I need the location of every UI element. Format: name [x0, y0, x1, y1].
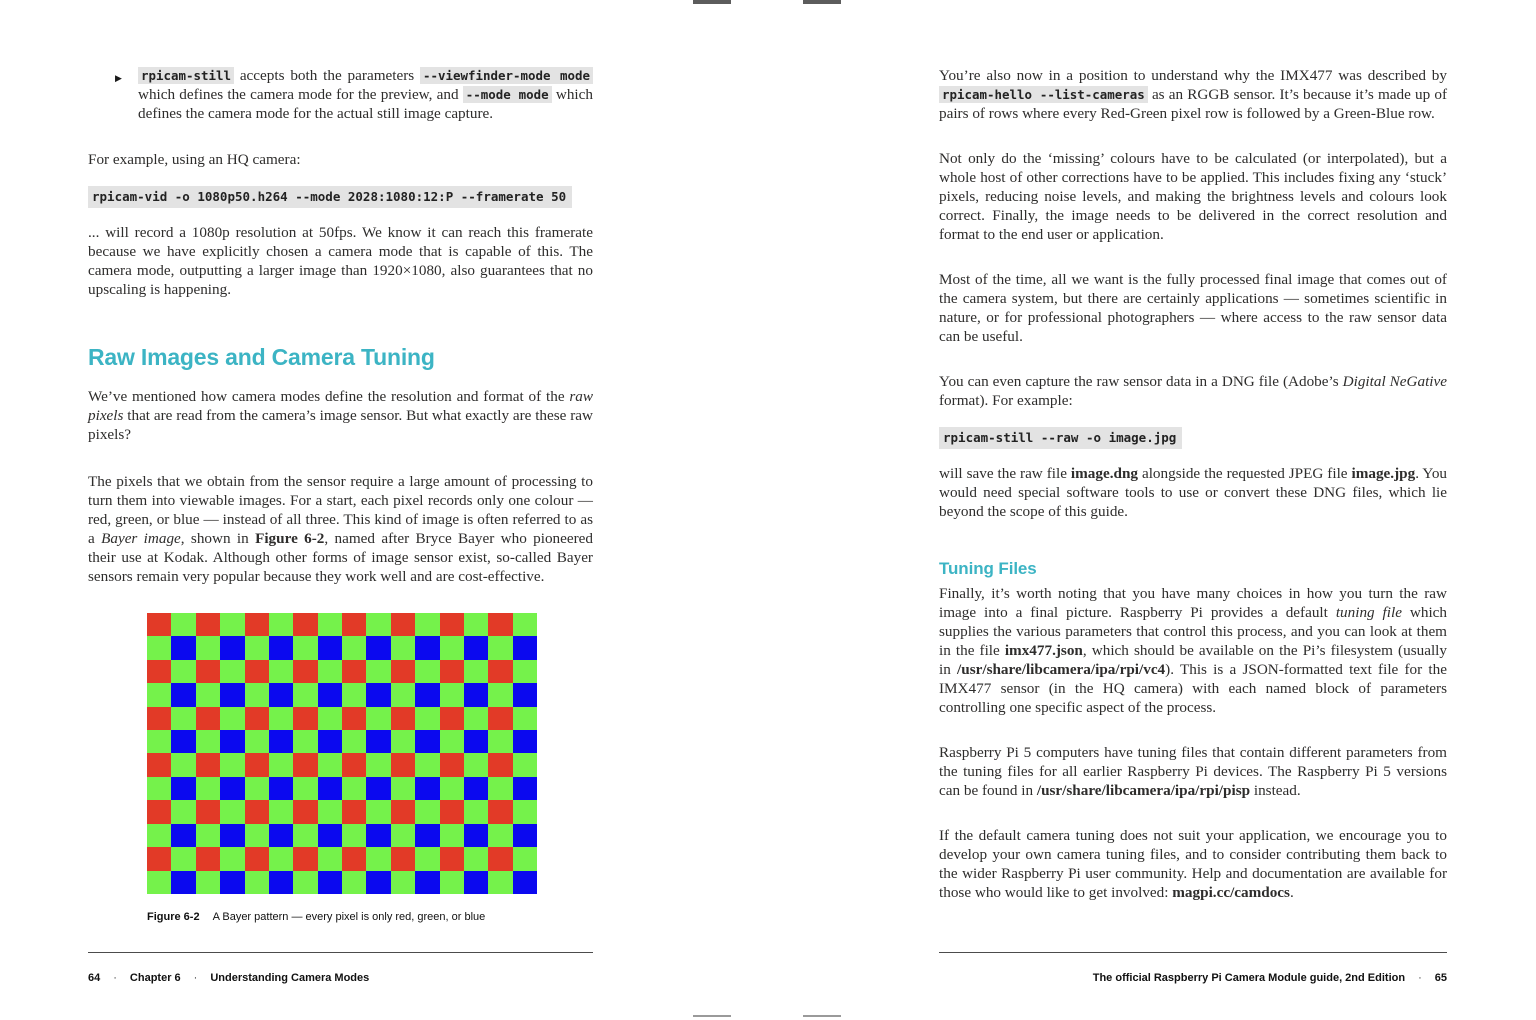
bayer-cell [342, 800, 366, 823]
bayer-cell [147, 707, 171, 730]
bayer-cell [415, 753, 439, 776]
bayer-cell [318, 730, 342, 753]
bayer-cell [196, 730, 220, 753]
bayer-cell [318, 613, 342, 636]
bayer-cell [366, 613, 390, 636]
bayer-cell [488, 613, 512, 636]
bayer-cell [342, 730, 366, 753]
bayer-cell [440, 847, 464, 870]
bayer-cell [440, 871, 464, 894]
bayer-cell [366, 707, 390, 730]
bayer-cell [342, 683, 366, 706]
bayer-cell [147, 613, 171, 636]
page-number: 65 [1434, 972, 1447, 984]
bayer-cell [171, 871, 195, 894]
bayer-cell [366, 800, 390, 823]
bayer-cell [415, 660, 439, 683]
paragraph-example-intro: For example, using an HQ camera: [88, 151, 301, 168]
bayer-cell [171, 824, 195, 847]
bayer-cell [464, 847, 488, 870]
bayer-cell [342, 777, 366, 800]
bayer-cell [440, 660, 464, 683]
registration-mark-top-left [693, 0, 731, 4]
bayer-cell [391, 753, 415, 776]
bayer-cell [464, 613, 488, 636]
bayer-cell [513, 824, 537, 847]
bayer-cell [391, 730, 415, 753]
paragraph-missing-colours: Not only do the ‘missing’ colours have to be calculated (or interpolated), but a whole host of other corrections have to be applied. This includes fixing any ‘stuck’ pixels, reducing noise levels, and making the brightness levels and colours look correct. Finally, the image needs to be delivered in the correct resolution and format to the end user or application. [939, 150, 1447, 243]
bayer-cell [318, 707, 342, 730]
bayer-cell [171, 753, 195, 776]
bayer-cell [245, 613, 269, 636]
footer-chapter: Chapter 6 [129, 972, 181, 984]
bayer-cell [147, 753, 171, 776]
bayer-cell [342, 753, 366, 776]
bayer-cell [464, 753, 488, 776]
bayer-pattern-figure [147, 613, 537, 894]
page-number: 64 [88, 972, 101, 984]
bayer-cell [269, 707, 293, 730]
bayer-cell [220, 660, 244, 683]
bayer-cell [513, 730, 537, 753]
bayer-cell [513, 871, 537, 894]
bayer-cell [269, 636, 293, 659]
bayer-cell [318, 800, 342, 823]
bayer-cell [245, 730, 269, 753]
bayer-cell [513, 847, 537, 870]
bayer-cell [366, 753, 390, 776]
bayer-cell [391, 683, 415, 706]
paragraph-weve-mentioned: We’ve mentioned how camera modes define the resolution and format of the raw pixels that are read from the camera’s image sensor. But what exactly are these raw pixels? [88, 388, 593, 443]
bayer-cell [220, 847, 244, 870]
bayer-cell [220, 777, 244, 800]
bayer-cell [171, 613, 195, 636]
bayer-cell [391, 660, 415, 683]
bayer-cell [488, 777, 512, 800]
bayer-cell [391, 847, 415, 870]
bayer-cell [440, 730, 464, 753]
bayer-cell [147, 636, 171, 659]
right-page [939, 0, 1447, 1020]
bayer-cell [318, 824, 342, 847]
bayer-cell [245, 753, 269, 776]
bayer-cell [415, 636, 439, 659]
bayer-cell [488, 753, 512, 776]
paragraph-dng-capture: You can even capture the raw sensor data in a DNG file (Adobe’s Digital NeGative format). For example: [939, 373, 1447, 409]
paragraph-pi5-tuning: Raspberry Pi 5 computers have tuning files that contain different parameters from the tuning files for all earlier Raspberry Pi devices. The Raspberry Pi 5 versions can be found in /usr/share/libcamera/ipa/rpi/pisp instead. [939, 744, 1447, 799]
bayer-cell [464, 707, 488, 730]
bayer-cell [171, 636, 195, 659]
bayer-cell [342, 660, 366, 683]
bayer-cell [366, 777, 390, 800]
bayer-cell [318, 753, 342, 776]
bayer-cell [196, 707, 220, 730]
paragraph-will-save: will save the raw file image.dng alongside the requested JPEG file image.jpg. You would need special software tools to use or convert these DNG files, which lie beyond the scope of this guide. [939, 465, 1448, 520]
bayer-cell [269, 824, 293, 847]
bayer-cell [196, 683, 220, 706]
bayer-cell [391, 800, 415, 823]
bayer-cell [318, 777, 342, 800]
bayer-cell [513, 613, 537, 636]
bayer-cell [269, 847, 293, 870]
bayer-cell [245, 707, 269, 730]
bayer-cell [488, 847, 512, 870]
bayer-cell [269, 800, 293, 823]
bayer-cell [488, 636, 512, 659]
bayer-cell [220, 730, 244, 753]
bayer-cell [196, 871, 220, 894]
footer-separator: · [113, 972, 117, 984]
code-block-rpicam-vid [88, 169, 593, 208]
bayer-cell [366, 847, 390, 870]
bayer-cell [245, 660, 269, 683]
bayer-cell [415, 730, 439, 753]
bayer-cell [245, 824, 269, 847]
registration-mark-bottom-left [693, 1015, 731, 1017]
bayer-cell [293, 683, 317, 706]
bayer-cell [147, 847, 171, 870]
bayer-cell [366, 824, 390, 847]
bayer-cell [147, 730, 171, 753]
bayer-cell [513, 660, 537, 683]
bayer-cell [245, 683, 269, 706]
bayer-cell [147, 777, 171, 800]
bayer-cell [196, 777, 220, 800]
bayer-cell [366, 683, 390, 706]
bayer-cell [147, 824, 171, 847]
bayer-cell [391, 871, 415, 894]
paragraph-imx477: You’re also now in a position to understand why the IMX477 was described by rpicam-hello --list-cameras as an RGGB sensor. It’s because it’s made up of pairs of rows where every Red-Green pixel row is followed by a Green-Blue row. [939, 67, 1447, 122]
bayer-cell [318, 660, 342, 683]
bayer-cell [513, 777, 537, 800]
bayer-cell [171, 660, 195, 683]
bayer-cell [415, 777, 439, 800]
bayer-cell [391, 636, 415, 659]
bayer-cell [196, 753, 220, 776]
bayer-cell [440, 800, 464, 823]
bayer-cell [391, 777, 415, 800]
bayer-cell [440, 753, 464, 776]
bayer-cell [220, 800, 244, 823]
bayer-cell [220, 707, 244, 730]
bayer-cell [342, 636, 366, 659]
bayer-cell [220, 824, 244, 847]
bayer-cell [196, 847, 220, 870]
bayer-cell [220, 683, 244, 706]
bayer-cell [440, 824, 464, 847]
bayer-cell [293, 871, 317, 894]
bayer-cell [488, 824, 512, 847]
bayer-cell [366, 871, 390, 894]
left-page-footer [88, 952, 593, 984]
left-page [88, 0, 593, 1020]
bayer-cell [415, 800, 439, 823]
bayer-cell [196, 800, 220, 823]
bayer-cell [147, 683, 171, 706]
bayer-cell [171, 683, 195, 706]
bayer-cell [269, 753, 293, 776]
bayer-cell [269, 660, 293, 683]
bayer-cell [293, 730, 317, 753]
bayer-cell [245, 847, 269, 870]
bayer-cell [196, 613, 220, 636]
bayer-cell [269, 730, 293, 753]
bayer-cell [513, 636, 537, 659]
bayer-cell [245, 871, 269, 894]
bayer-cell [342, 707, 366, 730]
paragraph-default-tuning: If the default camera tuning does not suit your application, we encourage you to develop your own camera tuning files, and to consider contributing them back to the wider Raspberry Pi user community. Help and documentation are available for those who would like to get involved: magpi.cc/camdocs. [939, 827, 1447, 901]
bayer-cell [488, 660, 512, 683]
bayer-cell [293, 777, 317, 800]
bayer-cell [513, 800, 537, 823]
bayer-cell [293, 707, 317, 730]
bayer-cell [415, 683, 439, 706]
bayer-cell [196, 660, 220, 683]
figure-caption-label: Figure 6-2 [147, 911, 200, 923]
bayer-cell [488, 707, 512, 730]
bayer-cell [391, 824, 415, 847]
bayer-cell [245, 636, 269, 659]
footer-section-title: Understanding Camera Modes [210, 972, 370, 984]
bayer-cell [488, 730, 512, 753]
bayer-cell [147, 660, 171, 683]
code-block-rpicam-still [939, 410, 1447, 449]
bayer-cell [415, 824, 439, 847]
bayer-cell [196, 824, 220, 847]
bayer-cell [220, 871, 244, 894]
bayer-cell [318, 847, 342, 870]
bayer-cell [391, 707, 415, 730]
code-text: rpicam-still --raw -o image.jpg [939, 427, 1182, 449]
registration-mark-top-right [803, 0, 841, 4]
footer-separator: · [1418, 972, 1422, 984]
bayer-cell [366, 660, 390, 683]
bayer-cell [220, 753, 244, 776]
bayer-cell [415, 707, 439, 730]
bayer-cell [464, 824, 488, 847]
right-page-footer [939, 952, 1447, 984]
bayer-cell [415, 613, 439, 636]
bullet-item-text: rpicam-still accepts both the parameters --viewfinder-mode mode which defines the camera mode for the preview, and --mode mode which defines the camera mode for the actual still image capture. [138, 67, 593, 122]
bayer-cell [171, 777, 195, 800]
bayer-cell [147, 800, 171, 823]
bayer-cell [171, 730, 195, 753]
bayer-cell [269, 683, 293, 706]
bayer-cell [293, 824, 317, 847]
bayer-cell [342, 847, 366, 870]
bayer-cell [147, 871, 171, 894]
bayer-cell [464, 871, 488, 894]
bayer-cell [220, 636, 244, 659]
bayer-cell [269, 613, 293, 636]
code-text: rpicam-vid -o 1080p50.h264 --mode 2028:1080:12:P --framerate 50 [88, 186, 572, 208]
bayer-cell [440, 707, 464, 730]
paragraph-most-of-the-time: Most of the time, all we want is the fully processed final image that comes out of the camera system, but there are certainly applications — sometimes scientific in nature, or for professional photographers — where access to the raw sensor data can be useful. [939, 271, 1447, 345]
paragraph-the-pixels: The pixels that we obtain from the sensor require a large amount of processing to turn them into viewable images. For a start, each pixel records only one colour — red, green, or blue — instead of all three. This kind of image is often referred to as a Bayer image, shown in Figure 6-2, named after Bryce Bayer who pioneered their use at Kodak. Although other forms of image sensor exist, so-called Bayer sensors remain very popular because they work well and are cost-effective. [88, 473, 594, 585]
bayer-cell [220, 613, 244, 636]
bayer-cell [342, 871, 366, 894]
bayer-cell [171, 847, 195, 870]
figure-caption [147, 911, 593, 923]
registration-mark-bottom-right [803, 1015, 841, 1017]
bayer-cell [440, 636, 464, 659]
bayer-cell [342, 613, 366, 636]
bayer-cell [245, 800, 269, 823]
bayer-cell [440, 683, 464, 706]
bayer-cell [318, 871, 342, 894]
bayer-cell [171, 707, 195, 730]
bayer-cell [293, 613, 317, 636]
bayer-cell [464, 636, 488, 659]
bayer-cell [293, 753, 317, 776]
bayer-cell [269, 777, 293, 800]
section-heading-raw-images: Raw Images and Camera Tuning [88, 344, 435, 370]
footer-book-title: The official Raspberry Pi Camera Module guide, 2nd Edition [1092, 972, 1406, 984]
bullet-triangle-icon: ▶ [115, 74, 122, 84]
sub-heading-tuning-files: Tuning Files [939, 559, 1037, 578]
bayer-cell [488, 871, 512, 894]
bayer-cell [293, 660, 317, 683]
bayer-cell [513, 707, 537, 730]
bayer-cell [293, 800, 317, 823]
footer-separator: · [193, 972, 198, 984]
bayer-cell [513, 753, 537, 776]
bullet-item [88, 66, 593, 123]
bayer-cell [342, 824, 366, 847]
bayer-cell [464, 800, 488, 823]
bayer-cell [440, 613, 464, 636]
bayer-cell [440, 777, 464, 800]
paragraph-will-record: ... will record a 1080p resolution at 50fps. We know it can reach this framerate because we have explicitly chosen a camera mode that is capable of this. The camera mode, outputting a larger image than 1920×1080, also guarantees that no upscaling is happening. [88, 224, 593, 298]
bayer-cell [318, 683, 342, 706]
bayer-cell [464, 683, 488, 706]
bayer-cell [464, 730, 488, 753]
bayer-cell [318, 636, 342, 659]
bayer-cell [391, 613, 415, 636]
bayer-cell [464, 660, 488, 683]
paragraph-finally: Finally, it’s worth noting that you have many choices in how you turn the raw image into a final picture. Raspberry Pi provides a default tuning file which supplies the various parameters that control this process, and you can look at them in the file imx477.json, which should be available on the Pi’s filesystem (usually in /usr/share/libcamera/ipa/rpi/vc4). This is a JSON-formatted text file for the IMX477 sensor (in the HQ camera) with each named block of parameters controlling one specific aspect of the process. [939, 585, 1447, 716]
bayer-cell [171, 800, 195, 823]
bayer-cell [366, 730, 390, 753]
bayer-cell [464, 777, 488, 800]
bayer-cell [293, 847, 317, 870]
bayer-cell [488, 800, 512, 823]
bayer-cell [415, 847, 439, 870]
bayer-cell [196, 636, 220, 659]
bayer-cell [415, 871, 439, 894]
bayer-cell [245, 777, 269, 800]
bayer-cell [488, 683, 512, 706]
bayer-cell [366, 636, 390, 659]
bayer-cell [513, 683, 537, 706]
figure-caption-text: A Bayer pattern — every pixel is only red, green, or blue [212, 911, 486, 923]
bayer-cell [269, 871, 293, 894]
bayer-cell [293, 636, 317, 659]
